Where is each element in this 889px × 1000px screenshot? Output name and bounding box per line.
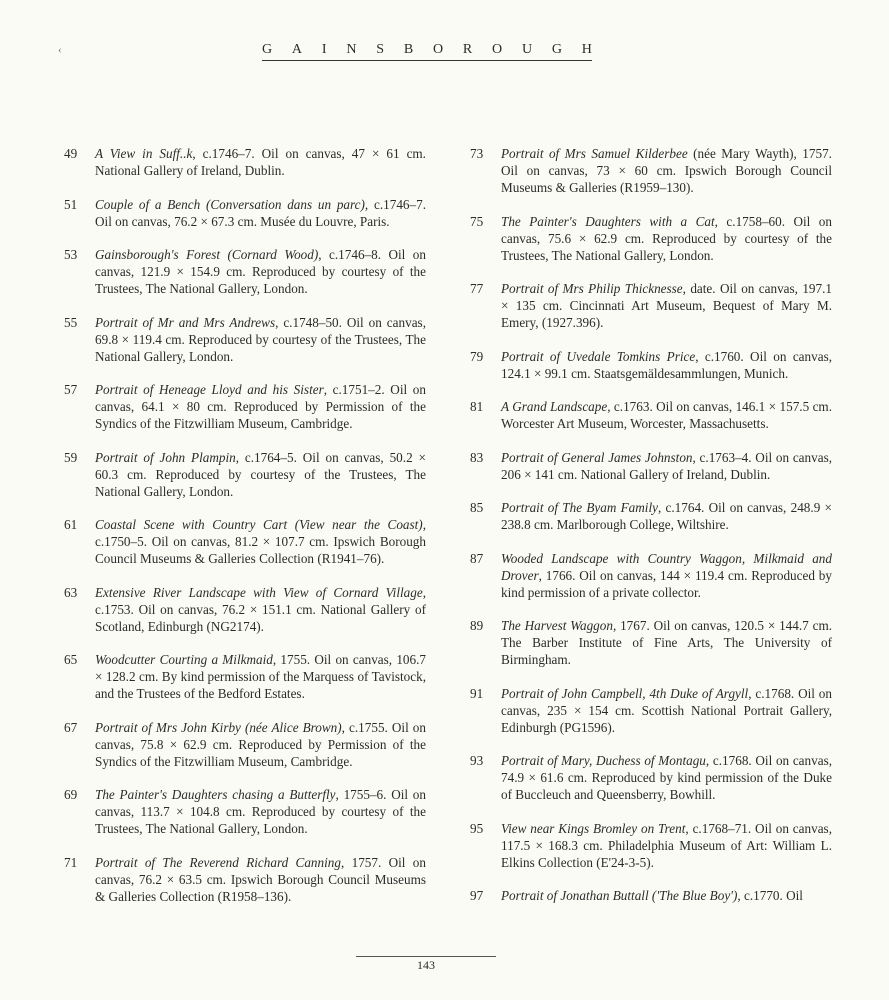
artwork-title: Portrait of Mrs John Kirby (née Alice Brown): [95, 719, 342, 735]
artwork-title: Woodcutter Courting a Milkmaid: [95, 652, 273, 667]
caption-entry: [64, 719, 426, 770]
artwork-title: Portrait of Heneage Lloyd and his Sister: [95, 382, 324, 397]
caption-entry: [64, 246, 426, 297]
running-head-letter: O: [492, 42, 503, 57]
caption-entry: [64, 314, 426, 365]
running-head-letter: G: [262, 42, 273, 57]
caption-entry: [64, 196, 426, 230]
artwork-details: , c.1768–71. Oil on canvas, 117.5 × 168.3 cm. Philadelphia Museum of Art: William L. Elkins Collection (E'24-3-5).: [501, 820, 832, 870]
artwork-title: Gainsborough's Forest (Cornard Wood): [95, 247, 319, 262]
plate-number: 49: [64, 146, 78, 161]
plate-number: 73: [470, 146, 484, 161]
running-head-letter: B: [403, 42, 414, 57]
caption-entry: [470, 752, 832, 803]
plate-number: 75: [470, 213, 484, 229]
artwork-details: , 1757. Oil on canvas, 76.2 × 63.5 cm. Ipswich Borough Council Museums & Galleries Collection (R1958–136).: [95, 854, 426, 904]
artwork-title: Portrait of Mrs Samuel Kilderbee: [501, 146, 688, 161]
left-column: [64, 145, 426, 921]
plate-number: 93: [470, 753, 484, 768]
caption-entry: [470, 617, 832, 668]
artwork-title: Portrait of Uvedale Tomkins Price: [501, 348, 696, 364]
plate-number: 87: [470, 550, 484, 566]
plate-number: 71: [64, 854, 78, 870]
corner-mark: ‹: [58, 44, 62, 56]
artwork-details: , 1755–6. Oil on canvas, 113.7 × 104.8 cm. Reproduced by courtesy of the Trustees, The National Gallery, London.: [95, 787, 426, 836]
artwork-details: , 1767. Oil on canvas, 120.5 × 144.7 cm. The Barber Institute of Fine Arts, The University of Birmingham.: [501, 618, 833, 667]
artwork-details: , c.1746–7. Oil on canvas, 76.2 × 67.3 cm. Musée du Louvre, Paris.: [95, 196, 426, 229]
artwork-details: , 1766. Oil on canvas, 144 × 119.4 cm. Reproduced by kind permission of a private collector.: [501, 567, 832, 600]
running-head-letter: U: [521, 42, 533, 57]
caption-entry: [64, 584, 426, 635]
artwork-title: Portrait of The Byam Family: [501, 500, 658, 515]
artwork-title: A Grand Landscape: [501, 399, 608, 414]
plate-number: 53: [64, 247, 78, 262]
artwork-details: , c.1746–8. Oil on canvas, 121.9 × 154.9 cm. Reproduced by courtesy of the Trustees, The National Gallery, London.: [95, 247, 426, 296]
caption-entry: [470, 685, 832, 736]
caption-entry: [470, 499, 832, 533]
running-head-letter: I: [321, 42, 327, 57]
artwork-title: The Painter's Daughters chasing a Butterfly: [95, 787, 336, 802]
artwork-details: , c.1753. Oil on canvas, 76.2 × 151.1 cm. National Gallery of Scotland, Edinburgh (NG2174).: [95, 584, 426, 634]
artwork-title: Couple of a Bench (Conversation dans un parc): [95, 196, 365, 212]
caption-entry: [64, 651, 426, 702]
running-head-letter: G: [551, 42, 562, 57]
caption-entry: [64, 516, 426, 567]
footer-rule: [356, 956, 496, 957]
plate-number: 95: [470, 820, 484, 836]
artwork-title: Extensive River Landscape with View of Cornard Village: [95, 584, 423, 600]
artwork-details: , c.1758–60. Oil on canvas, 75.6 × 62.9 cm. Reproduced by courtesy of the Trustees, The National Gallery, London.: [501, 213, 832, 263]
caption-entry: [64, 786, 426, 837]
plate-number: 83: [470, 449, 484, 465]
artwork-details: , c.1755. Oil on canvas, 75.8 × 62.9 cm. Reproduced by Permission of the Syndics of the Fitzwilliam Museum, Cambridge.: [95, 719, 426, 769]
caption-entry: [64, 381, 426, 432]
plate-number: 79: [470, 348, 484, 364]
artwork-details: , c.1764–5. Oil on canvas, 50.2 × 60.3 cm. Reproduced by courtesy of the Trustees, The National Gallery, London.: [95, 449, 426, 499]
running-head-letter: R: [462, 42, 473, 57]
plate-number: 51: [64, 196, 78, 212]
artwork-details: , date. Oil on canvas, 197.1 × 135 cm. Cincinnati Art Museum, Bequest of Mary M. Emery, (1927.396).: [501, 281, 832, 330]
running-head-letter: S: [376, 42, 385, 57]
plate-number: 91: [470, 685, 484, 701]
artwork-details: (née Mary Wayth), 1757. Oil on canvas, 73 × 60 cm. Ipswich Borough Council Museums & Galleries (R1959–130).: [501, 146, 832, 195]
artwork-title: The Painter's Daughters with a Cat: [501, 213, 715, 229]
plate-number: 61: [64, 517, 78, 532]
artwork-details: , c.1764. Oil on canvas, 248.9 × 238.8 cm. Marlborough College, Wiltshire.: [501, 500, 832, 532]
plate-number: 59: [64, 449, 78, 465]
plate-number: 69: [64, 787, 78, 802]
artwork-title: Wooded Landscape with Country Waggon, Milkmaid and Drover: [501, 550, 832, 583]
artwork-details: , c.1768. Oil on canvas, 235 × 154 cm. Scottish National Portrait Gallery, Edinburgh (PG1596).: [501, 685, 832, 735]
running-head-letter: H: [581, 42, 592, 57]
caption-entry: [470, 213, 832, 264]
running-head-letter: O: [432, 42, 444, 57]
plate-number: 65: [64, 652, 78, 667]
caption-entry: [470, 550, 832, 601]
artwork-title: A View in Suff..k: [95, 146, 193, 161]
running-head: [262, 42, 592, 61]
plate-number: 77: [470, 281, 484, 296]
right-column: [470, 145, 832, 921]
artwork-details: , c.1760. Oil on canvas, 124.1 × 99.1 cm. Staatsgemäldesammlungen, Munich.: [501, 348, 832, 381]
plate-number: 57: [64, 382, 78, 397]
artwork-title: Coastal Scene with Country Cart (View near the Coast): [95, 517, 423, 532]
caption-entry: [64, 449, 426, 500]
artwork-title: Portrait of The Reverend Richard Canning: [95, 854, 341, 870]
caption-entry: [470, 820, 832, 871]
artwork-title: Portrait of John Campbell, 4th Duke of Argyll: [501, 685, 749, 701]
artwork-details: , c.1770. Oil: [737, 888, 803, 903]
running-head-letter: A: [291, 42, 303, 57]
caption-entry: [470, 449, 832, 483]
artwork-title: Portrait of John Plampin: [95, 449, 236, 465]
artwork-details: , c.1763–4. Oil on canvas, 206 × 141 cm. National Gallery of Ireland, Dublin.: [501, 449, 832, 482]
artwork-details: , c.1768. Oil on canvas, 74.9 × 61.6 cm. Reproduced by kind permission of the Duke of Buccleuch and Queensberry, Bowhill.: [501, 753, 832, 802]
caption-entry: [470, 145, 832, 196]
artwork-details: , c.1748–50. Oil on canvas, 69.8 × 119.4 cm. Reproduced by courtesy of the Trustees, The National Gallery, London.: [95, 314, 426, 364]
artwork-title: Portrait of Mary, Duchess of Montagu: [501, 753, 706, 768]
artwork-title: Portrait of Mrs Philip Thicknesse: [501, 281, 683, 296]
artwork-title: The Harvest Waggon: [501, 618, 613, 633]
caption-entry: [470, 398, 832, 432]
plate-number: 63: [64, 584, 78, 600]
plate-number: 67: [64, 719, 78, 735]
artwork-title: Portrait of General James Johnston: [501, 449, 693, 465]
artwork-title: Portrait of Mr and Mrs Andrews: [95, 314, 276, 330]
plate-number: 97: [470, 888, 484, 903]
plate-number: 85: [470, 500, 484, 515]
plate-number: 89: [470, 618, 484, 633]
caption-entry: [64, 145, 426, 179]
plate-number: 81: [470, 399, 484, 414]
running-head-letter: N: [346, 42, 357, 57]
artwork-title: Portrait of Jonathan Buttall ('The Blue Boy'): [501, 888, 738, 903]
artwork-details: , 1755. Oil on canvas, 106.7 × 128.2 cm. By kind permission of the Marquess of Tavistock, and the Trustees of the Bedford Estates.: [95, 652, 426, 701]
page-number: 143: [417, 958, 435, 972]
caption-entry: [64, 854, 426, 905]
caption-entry: [470, 887, 832, 904]
artwork-details: , c.1763. Oil on canvas, 146.1 × 157.5 cm. Worcester Art Museum, Worcester, Massachusetts.: [501, 399, 832, 431]
caption-entry: [470, 348, 832, 382]
plate-number: 55: [64, 314, 78, 330]
artwork-details: , c.1750–5. Oil on canvas, 81.2 × 107.7 cm. Ipswich Borough Council Museums & Galleries Collection (R1941–76).: [95, 517, 426, 566]
artwork-details: , c.1751–2. Oil on canvas, 64.1 × 80 cm. Reproduced by Permission of the Syndics of the Fitzwilliam Museum, Cambridge.: [95, 382, 426, 431]
caption-entry: [470, 280, 832, 331]
artwork-title: View near Kings Bromley on Trent: [501, 820, 686, 836]
artwork-details: , c.1746–7. Oil on canvas, 47 × 61 cm. National Gallery of Ireland, Dublin.: [95, 146, 426, 178]
